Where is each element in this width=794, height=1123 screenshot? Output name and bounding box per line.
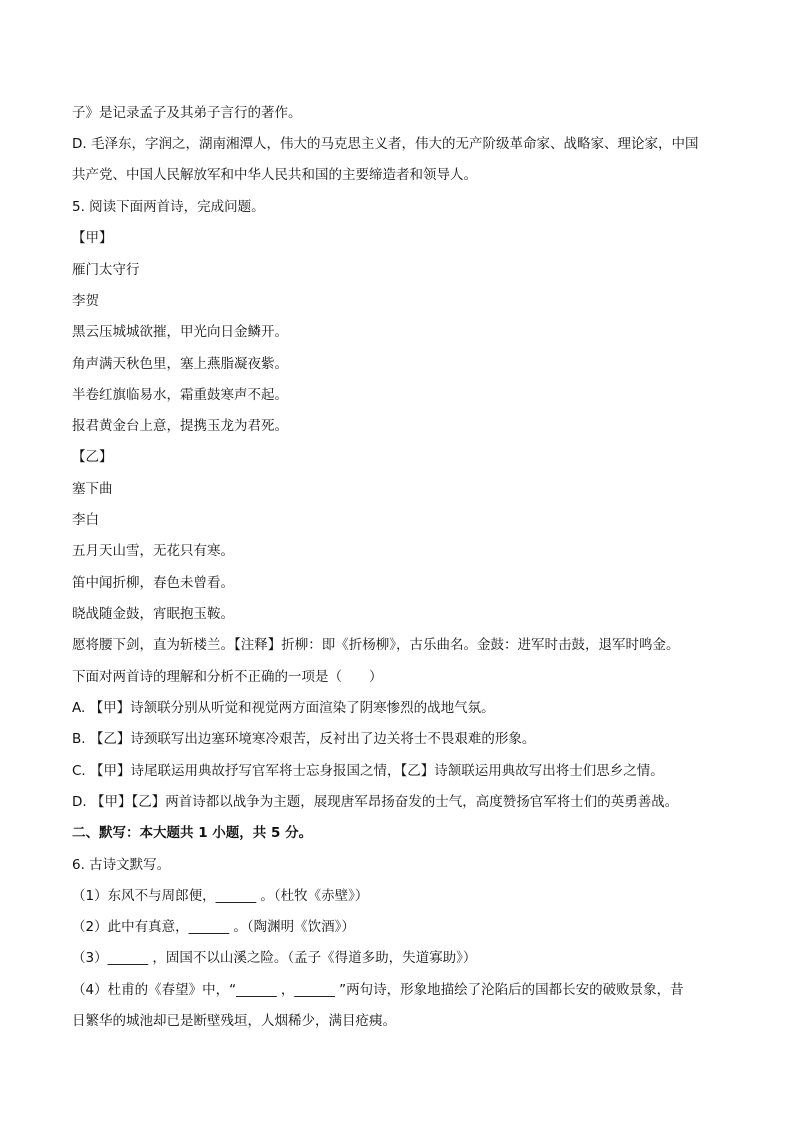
poem-line: 晓战随金鼓，宵眠抱玉鞍。 <box>72 606 234 622</box>
fill-blank-item: （2）此中有真意，______ 。（陶渊明《饮酒》） <box>72 919 355 935</box>
poem-jia-marker: 【甲】 <box>72 230 113 246</box>
question-6-prompt: 6. 古诗文默写。 <box>72 857 171 873</box>
poem-jia-title: 雁门太守行 <box>72 262 140 278</box>
text-line: 日繁华的城池却已是断壁残垣，人烟稀少，满目疮痍。 <box>72 1013 396 1029</box>
text-line: 子》是记录孟子及其弟子言行的著作。 <box>72 105 302 121</box>
poem-line: 半卷红旗临易水，霜重鼓寒声不起。 <box>72 387 288 403</box>
poem-line: 报君黄金台上意，提携玉龙为君死。 <box>72 418 288 434</box>
option-b: B. 【乙】诗颈联写出边塞环境寒冷艰苦，反衬出了边关将士不畏艰难的形象。 <box>72 731 536 747</box>
option-a: A. 【甲】诗颔联分别从听觉和视觉两方面渲染了阴寒惨烈的战地气氛。 <box>72 700 495 716</box>
option-d: D. 【甲】【乙】两首诗都以战争为主题，展现唐军昂扬奋发的士气，高度赞扬官军将士们的英勇善战。 <box>72 794 679 810</box>
poem-line: 五月天山雪，无花只有寒。 <box>72 543 234 559</box>
fill-blank-item: （4）杜甫的《春望》中，“______ ，______ ”两句诗，形象地描绘了沦陷后的国都长安的破败景象，昔 <box>72 982 684 998</box>
poem-line: 笛中闻折柳，春色未曾看。 <box>72 575 234 591</box>
poem-jia-author: 李贺 <box>72 293 99 309</box>
fill-blank-item: （1）东风不与周郎便，______ 。（杜牧《赤壁》） <box>72 888 369 904</box>
poem-line-with-notes: 愿将腰下剑，直为斩楼兰。【注释】折柳：即《折杨柳》，古乐曲名。金鼓：进军时击鼓，退军时鸣金。 <box>72 637 680 653</box>
question-stem: 下面对两首诗的理解和分析不正确的一项是（ ） <box>72 669 383 685</box>
poem-line: 黑云压城城欲摧，甲光向日金鳞开。 <box>72 324 288 340</box>
fill-blank-item: （3）______ ，固国不以山溪之险。（孟子《得道多助，失道寡助》） <box>72 950 477 966</box>
question-5-prompt: 5. 阅读下面两首诗，完成问题。 <box>72 199 265 215</box>
text-line: 共产党、中国人民解放军和中华人民共和国的主要缔造者和领导人。 <box>72 167 477 183</box>
poem-line: 角声满天秋色里，塞上燕脂凝夜紫。 <box>72 356 288 372</box>
poem-yi-title: 塞下曲 <box>72 481 113 497</box>
poem-yi-author: 李白 <box>72 512 99 528</box>
section-heading: 二、默写：本大题共 1 小题，共 5 分。 <box>72 825 313 841</box>
option-c: C. 【甲】诗尾联运用典故抒写官军将士忘身报国之情，【乙】诗颔联运用典故写出将士们思乡之情。 <box>72 763 664 779</box>
text-line: D. 毛泽东，字润之，湖南湘潭人，伟大的马克思主义者，伟大的无产阶级革命家、战略家、理论家，中国 <box>72 136 699 152</box>
poem-yi-marker: 【乙】 <box>72 449 113 465</box>
